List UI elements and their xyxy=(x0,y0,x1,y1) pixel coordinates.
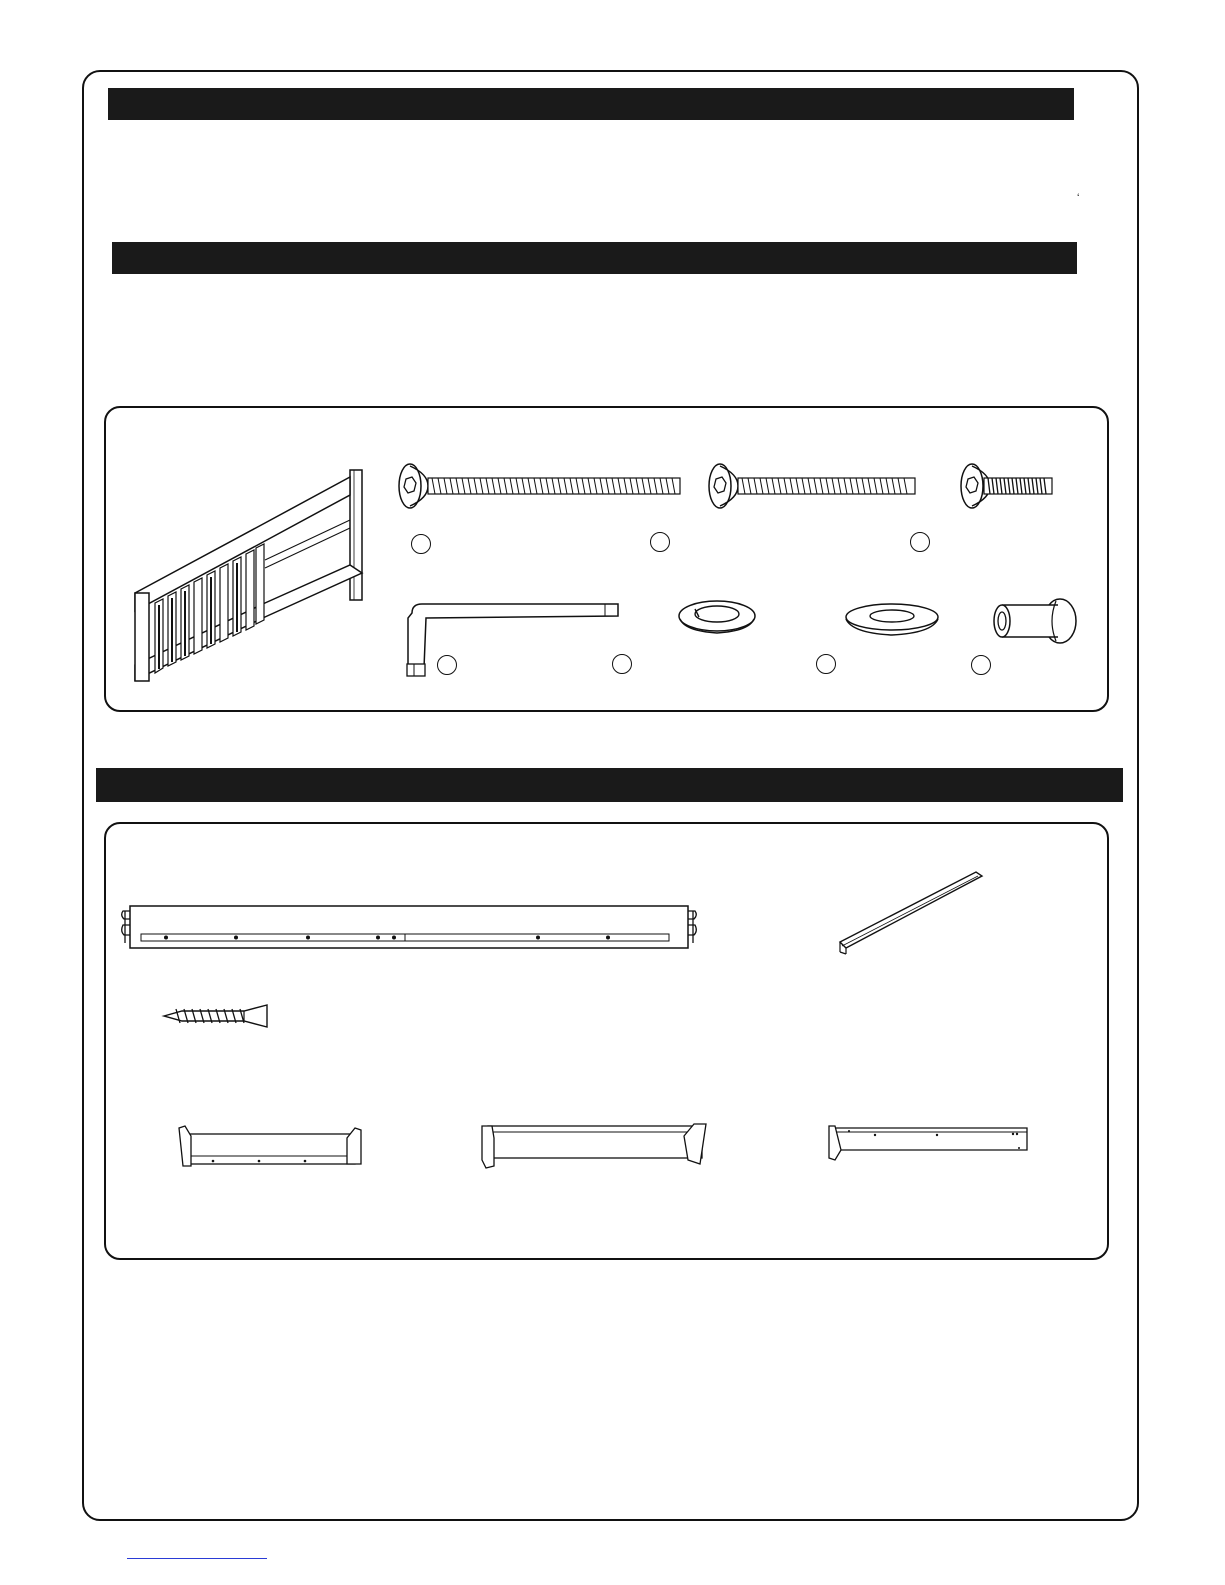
medium-bracket-icon xyxy=(478,1120,712,1172)
slat-bar-icon xyxy=(836,866,986,956)
angle-bracket-icon xyxy=(825,1122,1035,1164)
barrel-nut-icon xyxy=(990,597,1082,645)
long-bolt-icon xyxy=(398,462,688,512)
section-header-bar-3 xyxy=(96,768,1123,802)
lock-washer-icon xyxy=(677,598,759,636)
stray-mark: ‘ xyxy=(1077,192,1080,204)
callout-circle-2 xyxy=(650,532,670,552)
short-bolt-icon xyxy=(960,462,1060,512)
flat-washer-icon xyxy=(844,602,942,638)
callout-circle-3 xyxy=(910,532,930,552)
mattress-support-rail-icon xyxy=(118,903,700,955)
callout-circle-5 xyxy=(612,654,632,674)
allen-wrench-icon xyxy=(400,598,625,683)
wood-screw-icon xyxy=(162,1003,272,1029)
callout-circle-1 xyxy=(411,534,431,554)
callout-circle-7 xyxy=(971,655,991,675)
footer-link-underline[interactable] xyxy=(127,1558,267,1559)
small-bracket-icon xyxy=(175,1124,367,1170)
section-header-bar-1 xyxy=(108,88,1074,120)
callout-circle-6 xyxy=(816,654,836,674)
callout-circle-4 xyxy=(437,655,457,675)
medium-bolt-icon xyxy=(708,462,923,512)
section-header-bar-2 xyxy=(112,242,1077,274)
toddler-guard-rail-icon xyxy=(130,465,370,695)
